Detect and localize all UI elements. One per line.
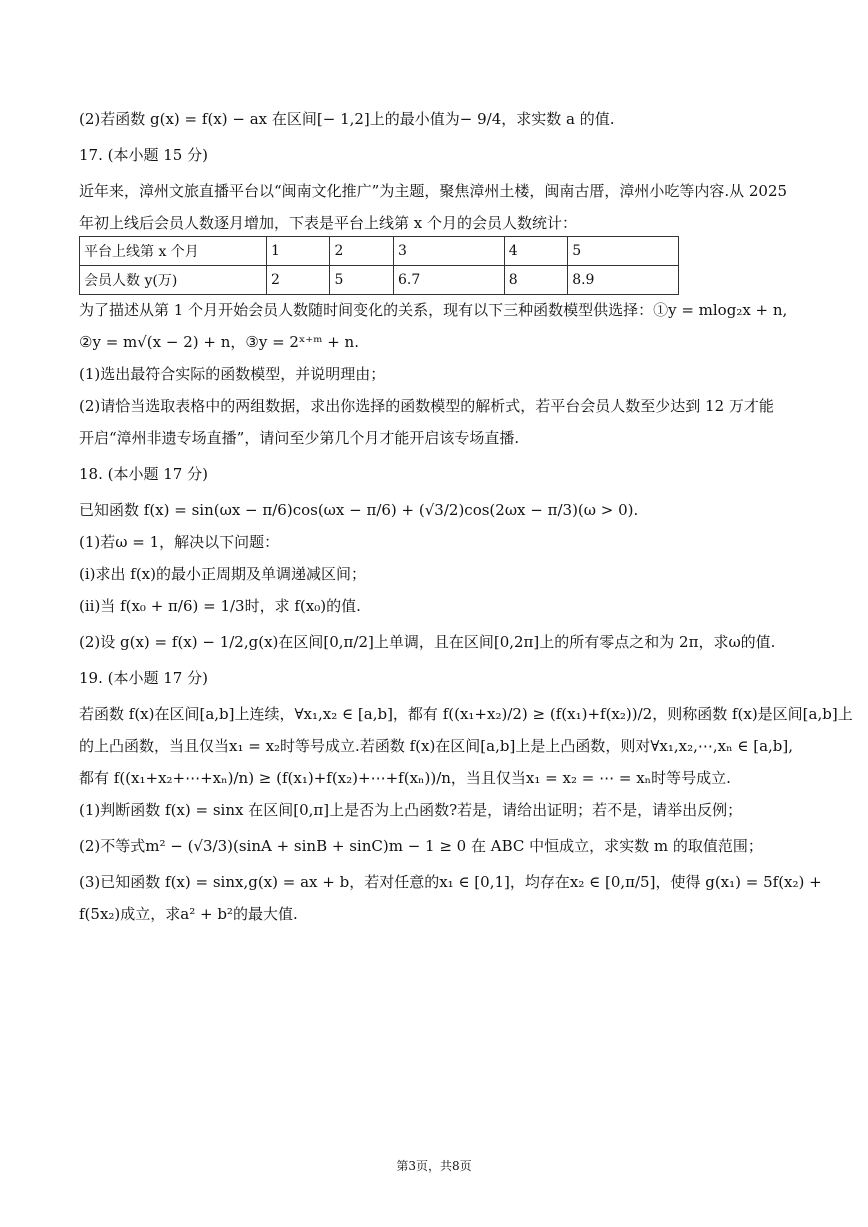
table-cell: 2 [330, 237, 393, 266]
table-row [80, 237, 679, 266]
q17-intro-line2: 年初上线后会员人数逐月增加，下表是平台上线第 x 个月的会员人数统计： [79, 214, 577, 232]
q16-part2: (2)若函数 g(x) = f(x) − ax 在区间[− 1,2]上的最小值为− 9/4，求实数 a 的值. [79, 110, 615, 128]
q19-header: 19. (本小题 17 分) [79, 669, 208, 687]
q17-models-line2: ②y = m√(x − 2) + n，③y = 2ˣ⁺ᵐ + n. [79, 333, 359, 351]
document-page [79, 108, 853, 925]
q18-part1: (1)若ω = 1，解决以下问题： [79, 533, 280, 551]
q17-part2-line2: 开启“漳州非遗专场直播”，请问至少第几个月才能开启该专场直播. [79, 429, 520, 447]
table-cell: 8.9 [568, 266, 679, 295]
q19-part2: (2)不等式m² − (√3/3)(sinA + sinB + sinC)m − 1 ≥ 0 在 ABC 中恒成立，求实数 m 的取值范围； [79, 837, 763, 855]
table-cell: 1 [267, 237, 330, 266]
table-cell: 5 [330, 266, 393, 295]
table-row [80, 266, 679, 295]
q18-part1-i: (i)求出 f(x)的最小正周期及单调递减区间； [79, 565, 366, 583]
q19-def-line2: 的上凸函数，当且仅当x₁ = x₂时等号成立.若函数 f(x)在区间[a,b]上是上凸函数，则对∀x₁,x₂,⋯,xₙ ∈ [a,b], [79, 737, 793, 755]
q17-part1: (1)选出最符合实际的函数模型，并说明理由； [79, 365, 386, 383]
q17-header: 17. (本小题 15 分) [79, 146, 208, 164]
q18-header: 18. (本小题 17 分) [79, 465, 208, 483]
q19-def-line3: 都有 f((x₁+x₂+⋯+xₙ)/n) ≥ (f(x₁)+f(x₂)+⋯+f(xₙ))/n，当且仅当x₁ = x₂ = ⋯ = xₙ时等号成立. [79, 769, 731, 787]
q18-part2: (2)设 g(x) = f(x) − 1/2,g(x)在区间[0,π/2]上单调，且在区间[0,2π]上的所有零点之和为 2π，求ω的值. [79, 633, 776, 651]
q17-part2-line1: (2)请恰当选取表格中的两组数据，求出你选择的函数模型的解析式，若平台会员人数至少达到 12 万才能 [79, 397, 774, 415]
table-cell: 3 [393, 237, 504, 266]
q19-part3-line2: f(5x₂)成立，求a² + b²的最大值. [79, 905, 298, 923]
q18-stem: 已知函数 f(x) = sin(ωx − π/6)cos(ωx − π/6) + (√3/2)cos(2ωx − π/3)(ω > 0). [79, 501, 639, 519]
page-footer: 第3页，共8页 [396, 1159, 472, 1173]
table-cell: 5 [568, 237, 679, 266]
q19-part1: (1)判断函数 f(x) = sinx 在区间[0,π]上是否为上凸函数?若是，请给出证明；若不是，请举出反例； [79, 801, 743, 819]
q19-def-line1: 若函数 f(x)在区间[a,b]上连续，∀x₁,x₂ ∈ [a,b]，都有 f((x₁+x₂)/2) ≥ (f(x₁)+f(x₂))/2，则称函数 f(x)是区间[a,b]上 [79, 705, 853, 723]
q17-intro-line1: 近年来，漳州文旅直播平台以“闽南文化推广”为主题，聚焦漳州土楼，闽南古厝，漳州小吃等内容.从 2025 [79, 182, 788, 200]
table-cell: 6.7 [393, 266, 504, 295]
q18-part1-ii: (ii)当 f(x₀ + π/6) = 1/3时，求 f(x₀)的值. [79, 597, 361, 615]
table-cell: 2 [267, 266, 330, 295]
q19-part3-line1: (3)已知函数 f(x) = sinx,g(x) = ax + b，若对任意的x₁ ∈ [0,1]，均存在x₂ ∈ [0,π/5]，使得 g(x₁) = 5f(x₂) + [79, 873, 822, 891]
table-cell: 4 [504, 237, 567, 266]
table-cell: 平台上线第 x 个月 [80, 237, 267, 266]
table-cell: 会员人数 y(万) [80, 266, 267, 295]
q17-models-line1: 为了描述从第 1 个月开始会员人数随时间变化的关系，现有以下三种函数模型供选择：①y = mlog₂x + n, [79, 301, 788, 319]
table-cell: 8 [504, 266, 567, 295]
member-stats-table [79, 236, 679, 295]
